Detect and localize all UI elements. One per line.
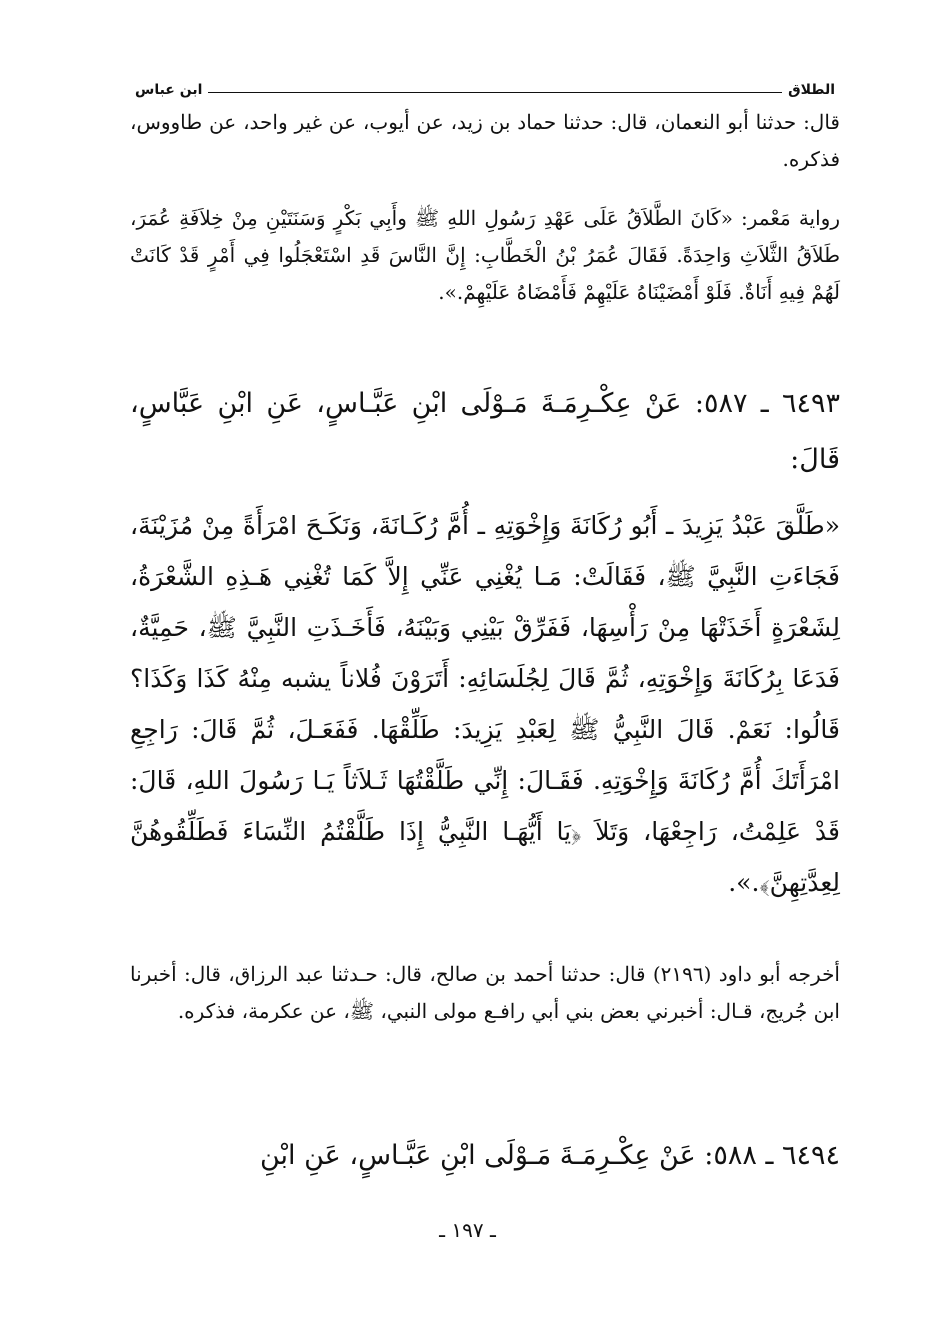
header-chapter-title: الطلاق [788,82,835,98]
hadith-6493-heading: ٦٤٩٣ ـ ٥٨٧: عَنْ عِكْـرِمَـةَ مَـوْلَى ابْنِ عَبَّـاسٍ، عَنِ ابْنِ عَبَّاسٍ، قَالَ: [130,388,841,475]
header-narrator-name: ابن عباس [135,82,203,98]
header-rule [208,92,782,93]
running-header [135,72,835,98]
hadith-6494-heading: ٦٤٩٤ ـ ٥٨٨: عَنْ عِكْـرِمَـةَ مَـوْلَى ابْنِ عَبَّـاسٍ، عَنِ ابْنِ [259,1140,840,1171]
hadith-6493-text: «طَلَّقَ عَبْدُ يَزِيدَ ـ أَبُو رُكَانَةَ وَإِخْوَتِهِ ـ أُمَّ رُكَـانَةَ، وَنَكَـحَ امْرَأَةً مِنْ مُزَيْنَةَ، فَجَاءَتِ النَّبِيَّ ﷺ، فَقَالَتْ: مَـا يُغْنِي عَنِّي إِلاَّ كَمَا تُغْنِي هَـذِهِ الشَّعْرَةُ، لِشَعْرَةٍ أَخَذَتْهَا مِنْ رَأْسِهَا، فَفَرِّقْ بَيْنِي وَبَيْنَهُ، فَأَخَـذَتِ النَّبِيَّ ﷺ، حَمِيَّةٌ، فَدَعَا بِرُكَانَةَ وَإِخْوَتِهِ، ثُمَّ قَالَ لِجُلَسَائِهِ: أَتَرَوْنَ فُلاناً يشبه مِنْهُ كَذَا وَكَذَا؟ قَالُوا: نَعَمْ. قَالَ النَّبِيُّ ﷺ لِعَبْدِ يَزِيدَ: طَلِّقْهَا. فَفَعَـلَ، ثُمَّ قَالَ: رَاجِعِ امْرَأَتَكَ أُمَّ رُكَانَةَ وَإِخْوَتِهِ. فَقَـالَ: إِنِّي طَلَّقْتُهَا ثَـلاَثاً يَـا رَسُولَ اللهِ، قَالَ: قَدْ عَلِمْتُ، رَاجِعْهَا، وَتَلاَ ﴿يَا أَيُّهَـا النَّبِيُّ إِذَا طَلَّقْتُمُ النِّسَاءَ فَطَلِّقُوهُنَّ لِعِدَّتِهِنَّ﴾.». [130,511,840,897]
mamar-narration-paragraph: رواية مَعْمر: «كَانَ الطَّلاَقُ عَلَى عَهْدِ رَسُولِ اللهِ ﷺ وأَبِي بَكْرٍ وَسَنَتَيْنِ مِنْ خِلاَفَةِ عُمَرَ، طَلاَقُ الثَّلاَثِ وَاحِدَةً. فَقَالَ عُمَرُ بْنُ الْخَطَّابِ: إِنَّ النَّاسَ قَدِ اسْتَعْجَلُوا فِي أَمْرٍ قَدْ كَانَتْ لَهُمْ فِيهِ أَنَاةٌ. فَلَوْ أَمْضَيْنَاهُ عَلَيْهِمْ فَأَمْضَاهُ عَلَيْهِمْ.». [130,206,841,304]
page-number: ـ ١٩٧ ـ [439,1218,496,1242]
isnad-paragraph: قال: حدثنا أبو النعمان، قال: حدثنا حماد بن زيد، عن أيوب، عن غير واحد، عن طاووس، فذكره. [130,110,840,171]
takhrij-paragraph: أخرجه أبو داود (٢١٩٦) قال: حدثنا أحمد بن صالح، قال: حـدثنا عبد الرزاق، قال: أخبرنا ابن جُريج، قـال: أخبرني بعض بني أبي رافـع مولى النبي، ﷺ، عن عكرمة، فذكره. [130,962,840,1023]
